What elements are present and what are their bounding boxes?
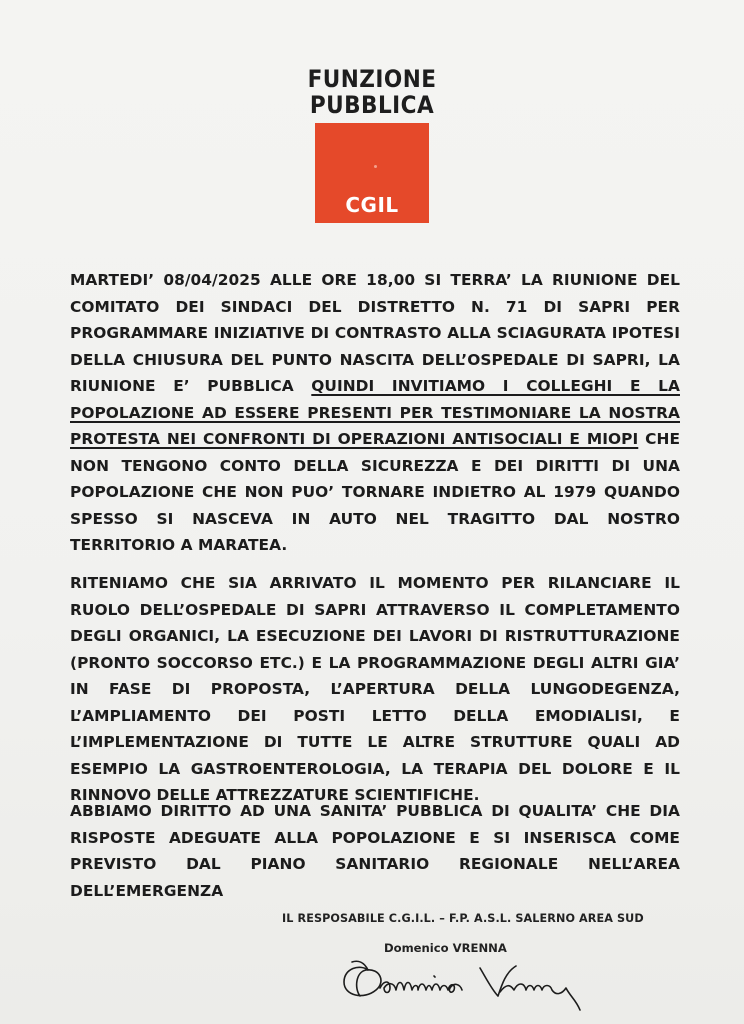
logo-line-funzione: FUNZIONE <box>307 65 437 93</box>
fp-cgil-logo <box>0 66 744 223</box>
logo-mark-icon <box>374 165 377 168</box>
responsible-title: IL RESPOSABILE C.G.I.L. – F.P. A.S.L. SALERNO AREA SUD <box>282 912 644 925</box>
cgil-red-box <box>315 123 429 223</box>
paragraph-meeting-part1: MARTEDI’ 08/04/2025 ALLE ORE 18,00 SI TERRA’ LA RIUNIONE DEL COMITATO DEI SINDACI DEL DISTRETTO N. 71 DI SAPRI PER PROGRAMMARE INIZIATIVE DI CONTRASTO ALLA SCIAGURATA IPOTESI DELLA CHIUSURA DEL PUNTO NASCITA DELL’OSPEDALE DI SAPRI, LA RIUNIONE E’ PUBBLICA <box>70 271 680 395</box>
paragraph-meeting-part2: CHE NON TENGONO CONTO DELLA SICUREZZA E DEI DIRITTI DI UNA POPOLAZIONE CHE NON PUO’ TORNARE INDIETRO AL 1979 QUANDO SPESSO SI NASCEVA IN AUTO NEL TRAGITTO DAL NOSTRO TERRITORIO A MARATEA. <box>70 430 681 554</box>
handwritten-signature <box>330 944 600 1014</box>
cgil-label: CGIL <box>345 193 399 217</box>
paragraph-meeting-underlined: QUINDI INVITIAMO I COLLEGHI E LA POPOLAZIONE AD ESSERE PRESENTI PER TESTIMONIARE LA NOSTRA PROTESTA NEI CONFRONTI DI OPERAZIONI ANTISOCIALI E MIOPI <box>70 377 680 448</box>
logo-line-pubblica: PUBBLICA <box>309 91 435 119</box>
paragraph-meeting <box>70 267 680 559</box>
signer-name: Domenico VRENNA <box>384 941 507 955</box>
paragraph-hospital-relaunch: RITENIAMO CHE SIA ARRIVATO IL MOMENTO PER RILANCIARE IL RUOLO DELL’OSPEDALE DI SAPRI ATTRAVERSO IL COMPLETAMENTO DEGLI ORGANICI, LA ESECUZIONE DEI LAVORI DI RISTRUTTURAZIONE (PRONTO SOCCORSO ETC.) E LA PROGRAMMAZIONE DEGLI ALTRI GIA’ IN FASE DI PROPOSTA, L’APERTURA DELLA LUNGODEGENZA, L’AMPLIAMENTO DEI POSTI LETTO DELLA EMODIALISI, E L’IMPLEMENTAZIONE DI TUTTE LE ALTRE STRUTTURE QUALI AD ESEMPIO LA GASTROENTEROLOGIA, LA TERAPIA DEL DOLORE E IL RINNOVO DELLE ATTREZZATURE SCIENTIFICHE. <box>70 574 680 804</box>
paragraph-right-to-health: ABBIAMO DIRITTO AD UNA SANITA’ PUBBLICA DI QUALITA’ CHE DIA RISPOSTE ADEGUATE ALLA POPOLAZIONE E SI INSERISCA COME PREVISTO DAL PIANO SANITARIO REGIONALE NELL’AREA DELL’EMERGENZA <box>70 802 680 900</box>
